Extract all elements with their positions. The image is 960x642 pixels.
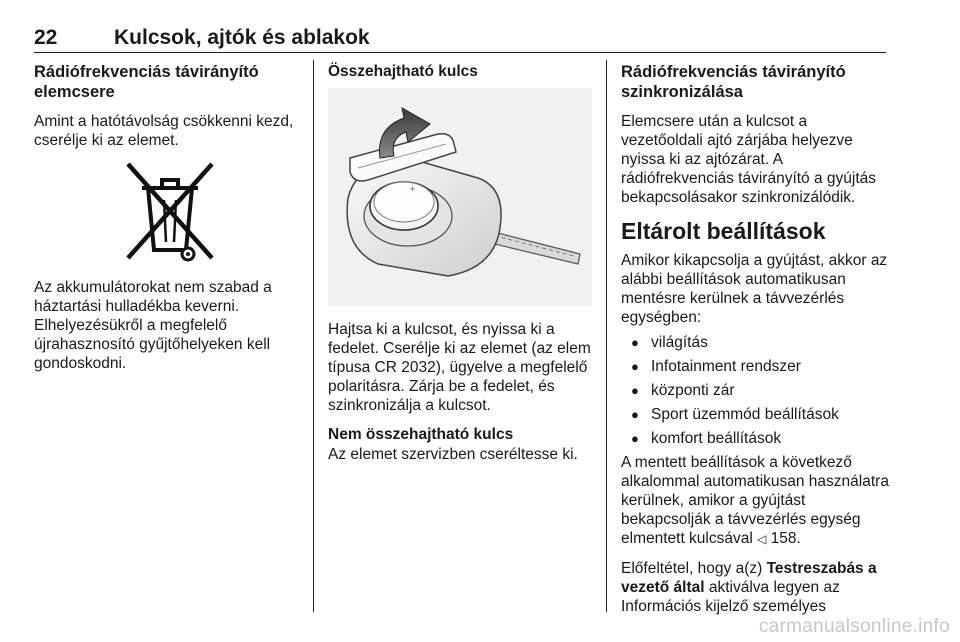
watermark: carmanualsonline.info [758, 616, 950, 637]
folding-key-heading: Összehajtható kulcs [328, 63, 478, 80]
after-bullets-body: A mentett beállítások a következő alkalommal automatikusan használatra kerülnek, amikor a gyújtást bekapcsolják a távvezérlés egység elmentett kulcsával [621, 454, 889, 547]
condition-setting-name: Testreszabás a vezető által [621, 560, 877, 596]
replace-instructions: Hajtsa ki a kulcsot, és nyissa ki a fedelet. Cserélje ki az elemet (az elem típusa CR 2032), ügyelve a megfelelő polaritásra. Zárja be a fedelet, és szinkronizálja a kulcsot. [328, 321, 591, 414]
disposal-figure [34, 160, 302, 268]
middle-column [328, 62, 594, 474]
nonfolding-key-heading: Nem összehajtható kulcs [328, 426, 514, 443]
saved-settings-list [621, 333, 891, 448]
after-bullets-text [621, 453, 891, 549]
page-header [34, 26, 886, 53]
disposal-text: Az akkumulátorokat nem szabad a háztartási hulladékba keverni. Elhelyezésükről a megfelelő újrahasznosító gyűjtőhelyeken kell gondoskodni. [34, 279, 272, 372]
column-divider [606, 60, 607, 612]
list-item: ● komfort beállítások [621, 429, 891, 448]
nonfolding-key-text: Az elemet szervizben cseréltesse ki. [328, 446, 578, 463]
sync-text: Elemcsere után a kulcsot a vezetőoldali ajtó zárjába helyezve nyissa ki az ajtózárat. A rádiófrekvenciás távirányító a gyújtás bekapcsolásakor szinkronizálódik. [621, 113, 877, 206]
page-reference-link[interactable]: 158. [770, 530, 801, 547]
saved-settings-heading: Eltárolt beállítások [621, 218, 826, 244]
crossed-out-wheelie-bin-icon [120, 160, 220, 264]
svg-text:+: + [410, 184, 416, 194]
list-item: ● Sport üzemmód beállítások [621, 405, 891, 424]
condition-text [621, 559, 891, 616]
left-column [34, 62, 302, 383]
condition-suffix: aktiválva legyen az Információs kijelző személyes [621, 579, 840, 615]
right-column [621, 62, 891, 626]
battery-replace-heading: Rádiófrekvenciás távirányító elemcsere [34, 63, 259, 101]
chapter-title: Kulcsok, ajtók és ablakok [114, 26, 370, 49]
intro-text: Amint a hatótávolság csökkenni kezd, cserélje ki az elemet. [34, 113, 294, 149]
condition-prefix: Előfeltétel, hogy a(z) [621, 560, 763, 577]
list-item: ● központi zár [621, 381, 891, 400]
page-reference-arrow-icon: ◁ [757, 532, 767, 546]
column-divider [313, 60, 314, 612]
saved-settings-intro: Amikor kikapcsolja a gyújtást, akkor az alábbi beállítások automatikusan mentésre kerülnek a távvezérlés egységben: [621, 252, 888, 326]
page-number: 22 [34, 26, 58, 49]
sync-heading: Rádiófrekvenciás távirányító szinkronizálása [621, 63, 846, 101]
list-item: ● Infotainment rendszer [621, 357, 891, 376]
folding-key-battery-illustration [328, 88, 592, 306]
list-item: ● világítás [621, 333, 891, 352]
folding-key-illustration [328, 88, 592, 306]
